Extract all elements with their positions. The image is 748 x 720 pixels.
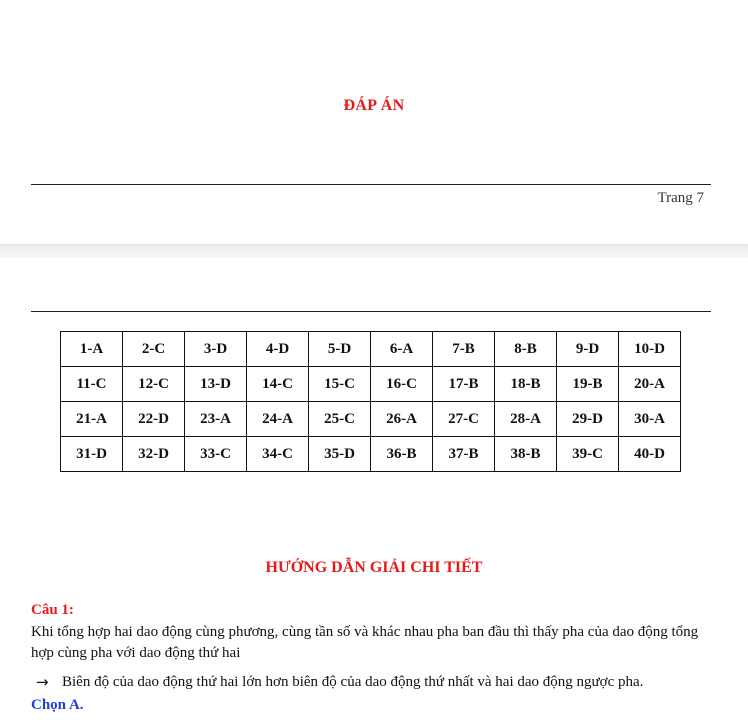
answer-cell: 6-A bbox=[371, 332, 433, 367]
answer-key-title: ĐÁP ÁN bbox=[343, 97, 405, 114]
answer-cell: 21-A bbox=[61, 402, 123, 437]
answer-cell: 22-D bbox=[123, 402, 185, 437]
footer-divider bbox=[31, 184, 711, 185]
answer-cell: 31-D bbox=[61, 437, 123, 472]
answer-cell: 9-D bbox=[557, 332, 619, 367]
question-label: Câu 1: bbox=[31, 602, 74, 618]
answer-cell: 26-A bbox=[371, 402, 433, 437]
answer-cell: 25-C bbox=[309, 402, 371, 437]
answer-cell: 24-A bbox=[247, 402, 309, 437]
right-arrow-icon: → bbox=[36, 673, 49, 691]
answer-cell: 2-C bbox=[123, 332, 185, 367]
answer-cell: 11-C bbox=[61, 367, 123, 402]
answer-cell: 16-C bbox=[371, 367, 433, 402]
answer-cell: 12-C bbox=[123, 367, 185, 402]
answer-cell: 32-D bbox=[123, 437, 185, 472]
answer-row bbox=[61, 402, 681, 437]
conclusion-line bbox=[36, 673, 643, 691]
page-separator bbox=[0, 244, 748, 258]
solution-title: HƯỚNG DẪN GIẢI CHI TIẾT bbox=[265, 559, 483, 576]
answer-row bbox=[61, 332, 681, 367]
answer-cell: 23-A bbox=[185, 402, 247, 437]
question-text: Khi tổng hợp hai dao động cùng phương, cùng tần số và khác nhau pha ban đầu thì thấy pha của dao động tổng hợp cùng pha với dao động thứ hai bbox=[31, 624, 699, 661]
page-previous bbox=[0, 0, 748, 244]
answer-cell: 34-C bbox=[247, 437, 309, 472]
answer-cell: 4-D bbox=[247, 332, 309, 367]
answer-cell: 37-B bbox=[433, 437, 495, 472]
answer-cell: 13-D bbox=[185, 367, 247, 402]
answer-cell: 14-C bbox=[247, 367, 309, 402]
page-current bbox=[0, 258, 748, 720]
answer-cell: 29-D bbox=[557, 402, 619, 437]
answer-cell: 40-D bbox=[619, 437, 681, 472]
answer-choice: Chọn A. bbox=[31, 697, 84, 713]
answer-cell: 38-B bbox=[495, 437, 557, 472]
answer-cell: 3-D bbox=[185, 332, 247, 367]
page-number: Trang 7 bbox=[657, 190, 704, 206]
answer-cell: 19-B bbox=[557, 367, 619, 402]
answer-cell: 15-C bbox=[309, 367, 371, 402]
conclusion-text: Biên độ của dao động thứ hai lớn hơn biên độ của dao động thứ nhất và hai dao động ngược pha. bbox=[62, 673, 644, 690]
answer-cell: 20-A bbox=[619, 367, 681, 402]
answer-cell: 28-A bbox=[495, 402, 557, 437]
answer-row bbox=[61, 437, 681, 472]
answer-cell: 10-D bbox=[619, 332, 681, 367]
answer-cell: 39-C bbox=[557, 437, 619, 472]
header-divider bbox=[31, 311, 711, 312]
answer-row bbox=[61, 367, 681, 402]
answer-cell: 36-B bbox=[371, 437, 433, 472]
answer-cell: 35-D bbox=[309, 437, 371, 472]
answer-cell: 27-C bbox=[433, 402, 495, 437]
answer-cell: 33-C bbox=[185, 437, 247, 472]
answer-cell: 7-B bbox=[433, 332, 495, 367]
answer-cell: 30-A bbox=[619, 402, 681, 437]
answer-cell: 5-D bbox=[309, 332, 371, 367]
answer-table bbox=[60, 331, 681, 472]
answer-cell: 8-B bbox=[495, 332, 557, 367]
answer-cell: 18-B bbox=[495, 367, 557, 402]
answer-cell: 17-B bbox=[433, 367, 495, 402]
answer-cell: 1-A bbox=[61, 332, 123, 367]
